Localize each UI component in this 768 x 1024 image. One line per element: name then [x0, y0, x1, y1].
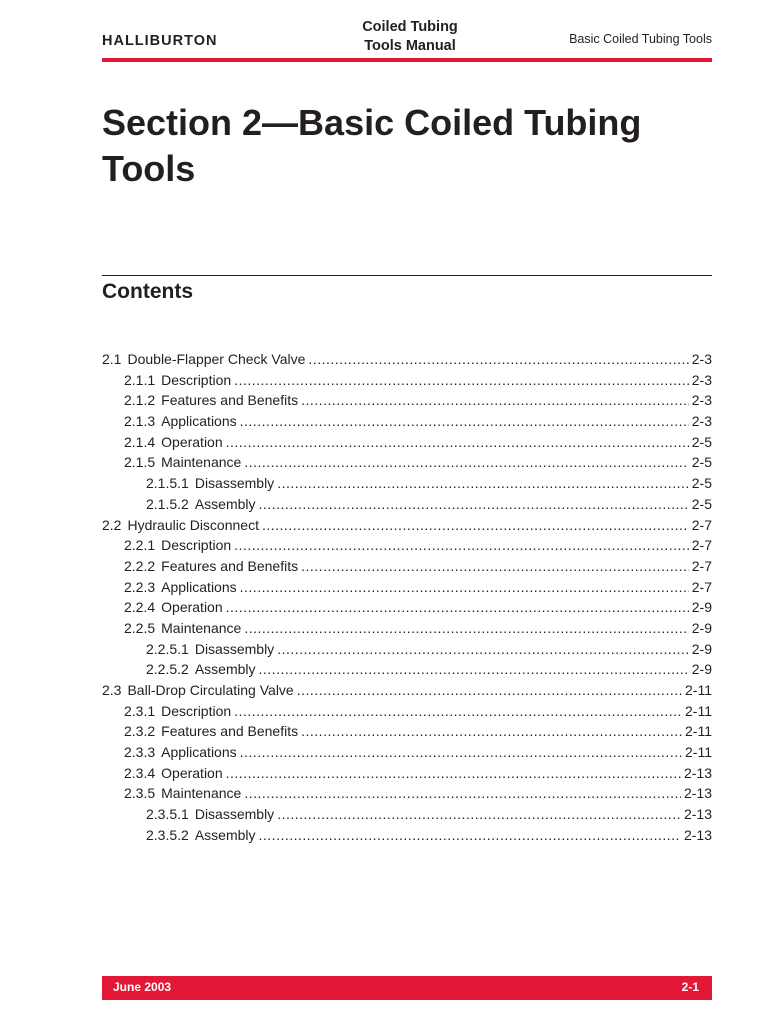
- toc-entry-page: 2-9: [691, 640, 712, 657]
- toc-dot-leader: [240, 413, 689, 429]
- toc-dot-leader: [259, 661, 689, 677]
- toc-entry-page: 2-11: [685, 702, 712, 719]
- toc-entry-page: 2-11: [685, 723, 712, 740]
- toc-entry-title: Features and Benefits: [161, 723, 299, 740]
- toc-entry[interactable]: [102, 496, 712, 517]
- page-footer: [102, 976, 712, 1000]
- toc-entry-page: 2-5: [691, 433, 712, 450]
- footer-page-number: 2-1: [681, 980, 699, 994]
- toc-entry-number: 2.2.1: [124, 537, 156, 554]
- toc-entry[interactable]: [102, 372, 712, 393]
- toc-entry-number: 2.2.2: [124, 557, 156, 574]
- toc-entry-page: 2-9: [691, 599, 712, 616]
- toc-entry-page: 2-5: [691, 454, 712, 471]
- toc-entry-page: 2-5: [691, 475, 712, 492]
- toc-entry-number: 2.1: [102, 351, 122, 367]
- toc-entry[interactable]: [102, 620, 712, 641]
- toc-entry-number: 2.3.1: [124, 702, 156, 719]
- toc-entry[interactable]: [102, 599, 712, 620]
- toc-entry[interactable]: [102, 641, 712, 662]
- toc-dot-leader: [301, 392, 689, 408]
- page-header: [102, 16, 712, 60]
- toc-entry[interactable]: [102, 765, 712, 786]
- toc-entry-title: Description: [161, 537, 232, 554]
- toc-entry-title: Double-Flapper Check Valve: [127, 351, 306, 367]
- toc-entry-number: 2.1.1: [124, 371, 156, 388]
- toc-dot-leader: [277, 475, 689, 491]
- toc-dot-leader: [226, 599, 689, 615]
- toc-entry-title: Features and Benefits: [161, 392, 299, 409]
- toc-entry[interactable]: [102, 744, 712, 765]
- manual-title-line2: Tools Manual: [364, 38, 456, 54]
- toc-entry[interactable]: [102, 703, 712, 724]
- toc-entry-page: 2-13: [683, 806, 712, 823]
- toc-dot-leader: [240, 744, 682, 760]
- toc-entry-title: Applications: [161, 413, 237, 430]
- toc-dot-leader: [297, 682, 682, 698]
- toc-entry-page: 2-11: [685, 682, 712, 698]
- toc-entry[interactable]: [102, 785, 712, 806]
- toc-entry-number: 2.2.3: [124, 578, 156, 595]
- toc-dot-leader: [301, 723, 682, 739]
- toc-entry[interactable]: [102, 454, 712, 475]
- toc-dot-leader: [259, 827, 681, 843]
- toc-entry-title: Assembly: [194, 826, 256, 843]
- toc-entry[interactable]: [102, 537, 712, 558]
- toc-entry-number: 2.3.5: [124, 785, 156, 802]
- toc-entry-page: 2-13: [683, 826, 712, 843]
- toc-entry-title: Applications: [161, 578, 237, 595]
- toc-entry-number: 2.3.3: [124, 744, 156, 761]
- toc-entry-number: 2.1.2: [124, 392, 156, 409]
- toc-entry-number: 2.1.5.1: [146, 475, 189, 492]
- page-title: Section 2—Basic Coiled Tubing Tools: [102, 102, 642, 189]
- toc-dot-leader: [277, 641, 689, 657]
- toc-entry[interactable]: [102, 827, 712, 848]
- toc-entry-title: Features and Benefits: [161, 557, 299, 574]
- toc-entry[interactable]: [102, 682, 712, 703]
- toc-entry[interactable]: [102, 434, 712, 455]
- toc-dot-leader: [234, 372, 689, 388]
- toc-entry-page: 2-3: [691, 351, 712, 367]
- toc-entry-number: 2.1.5.2: [146, 495, 189, 512]
- toc-entry-title: Disassembly: [194, 640, 275, 657]
- contents-heading: Contents: [102, 280, 193, 303]
- toc-dot-leader: [234, 703, 682, 719]
- manual-title: [320, 18, 500, 56]
- toc-entry-page: 2-7: [691, 578, 712, 595]
- toc-entry-title: Applications: [161, 744, 237, 761]
- toc-entry-number: 2.3.4: [124, 764, 156, 781]
- contents-divider: [102, 275, 712, 276]
- toc-entry-title: Description: [161, 371, 232, 388]
- toc-entry-page: 2-7: [691, 537, 712, 554]
- toc-dot-leader: [262, 517, 689, 533]
- toc-dot-leader: [244, 454, 688, 470]
- header-divider: [102, 58, 712, 62]
- toc-entry-title: Assembly: [194, 661, 256, 678]
- toc-entry-title: Maintenance: [161, 454, 242, 471]
- toc-entry-page: 2-3: [691, 413, 712, 430]
- toc-entry[interactable]: [102, 475, 712, 496]
- toc-dot-leader: [277, 806, 681, 822]
- toc-entry-number: 2.3.2: [124, 723, 156, 740]
- toc-entry-title: Disassembly: [194, 475, 275, 492]
- toc-dot-leader: [244, 785, 681, 801]
- toc-entry-page: 2-13: [683, 764, 712, 781]
- toc-entry-title: Maintenance: [161, 785, 242, 802]
- manual-title-line1: Coiled Tubing: [362, 19, 458, 35]
- toc-dot-leader: [244, 620, 688, 636]
- toc-entry[interactable]: [102, 351, 712, 372]
- toc-entry-number: 2.1.3: [124, 413, 156, 430]
- toc-entry[interactable]: [102, 806, 712, 827]
- toc-entry[interactable]: [102, 558, 712, 579]
- toc-dot-leader: [301, 558, 689, 574]
- toc-entry-title: Operation: [161, 433, 223, 450]
- toc-entry-number: 2.2.5.1: [146, 640, 189, 657]
- toc-entry-title: Maintenance: [161, 619, 242, 636]
- toc-entry[interactable]: [102, 413, 712, 434]
- toc-entry-title: Operation: [161, 764, 223, 781]
- toc-entry-title: Description: [161, 702, 232, 719]
- toc-entry-number: 2.3.5.1: [146, 806, 189, 823]
- toc-entry-number: 2.1.5: [124, 454, 156, 471]
- toc-entry-number: 2.2.5.2: [146, 661, 189, 678]
- toc-dot-leader: [240, 579, 689, 595]
- toc-entry-page: 2-7: [691, 516, 712, 533]
- toc-entry[interactable]: [102, 517, 712, 538]
- toc-dot-leader: [234, 537, 689, 553]
- toc-dot-leader: [308, 351, 688, 367]
- section-label: Basic Coiled Tubing Tools: [569, 32, 712, 46]
- footer-date: June 2003: [113, 980, 172, 994]
- toc-entry-title: Assembly: [194, 495, 256, 512]
- toc-dot-leader: [259, 496, 689, 512]
- toc-entry-title: Disassembly: [194, 806, 275, 823]
- toc-entry-number: 2.2.4: [124, 599, 156, 616]
- toc-entry-title: Ball-Drop Circulating Valve: [127, 682, 294, 698]
- toc-entry-title: Operation: [161, 599, 223, 616]
- halliburton-logo: HALLIBURTON: [102, 33, 218, 49]
- toc-entry-page: 2-3: [691, 392, 712, 409]
- toc-entry-number: 2.1.4: [124, 433, 156, 450]
- toc-entry-number: 2.3.5.2: [146, 826, 189, 843]
- toc-entry-page: 2-13: [683, 785, 712, 802]
- toc-entry[interactable]: [102, 723, 712, 744]
- toc-entry-page: 2-11: [685, 744, 712, 761]
- toc-dot-leader: [226, 765, 681, 781]
- toc-entry[interactable]: [102, 661, 712, 682]
- toc-entry-number: 2.2.5: [124, 619, 156, 636]
- toc-entry-page: 2-7: [691, 557, 712, 574]
- toc-entry[interactable]: [102, 579, 712, 600]
- toc-entry-page: 2-9: [691, 661, 712, 678]
- toc-entry-number: 2.3: [102, 682, 122, 698]
- toc-entry[interactable]: [102, 392, 712, 413]
- toc-dot-leader: [226, 434, 689, 450]
- table-of-contents: [102, 351, 712, 848]
- toc-entry-page: 2-3: [691, 371, 712, 388]
- toc-entry-number: 2.2: [102, 516, 122, 533]
- toc-entry-page: 2-9: [691, 619, 712, 636]
- toc-entry-title: Hydraulic Disconnect: [127, 516, 259, 533]
- toc-entry-page: 2-5: [691, 495, 712, 512]
